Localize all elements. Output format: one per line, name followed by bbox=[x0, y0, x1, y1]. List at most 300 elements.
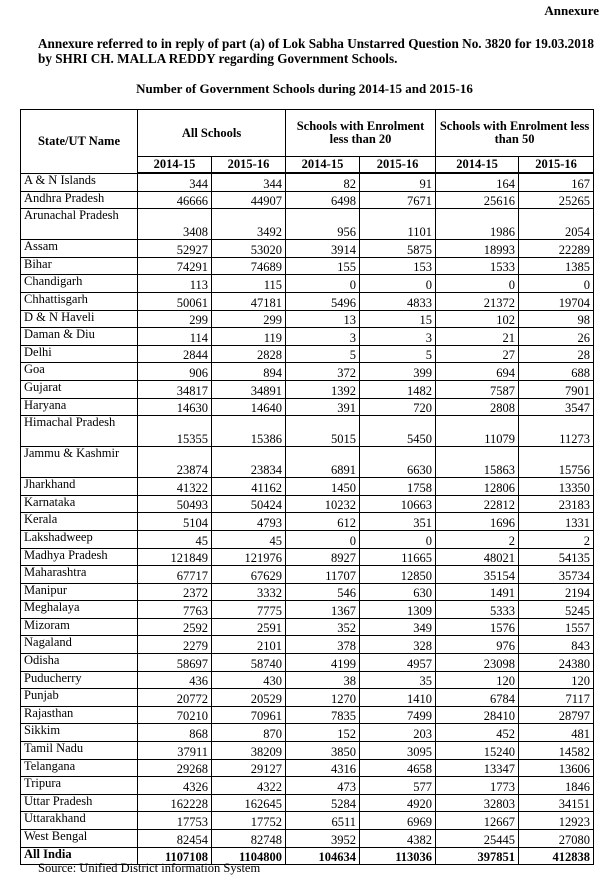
value-cell: 119 bbox=[212, 328, 286, 346]
value-cell: 13606 bbox=[519, 759, 594, 777]
value-cell: 1107108 bbox=[138, 847, 212, 864]
value-cell: 67717 bbox=[138, 566, 212, 584]
table-row bbox=[21, 495, 594, 513]
value-cell: 894 bbox=[212, 363, 286, 381]
value-cell: 1270 bbox=[286, 689, 360, 707]
value-cell: 113 bbox=[138, 275, 212, 293]
state-name-cell: Haryana bbox=[21, 398, 138, 416]
value-cell: 13350 bbox=[519, 478, 594, 496]
table-row bbox=[21, 759, 594, 777]
value-cell: 5875 bbox=[360, 240, 436, 258]
value-cell: 18993 bbox=[436, 240, 519, 258]
state-name-cell: D & N Haveli bbox=[21, 310, 138, 328]
state-name-cell: Bihar bbox=[21, 257, 138, 275]
value-cell: 35154 bbox=[436, 566, 519, 584]
value-cell: 870 bbox=[212, 724, 286, 742]
table-row bbox=[21, 689, 594, 707]
value-cell: 3332 bbox=[212, 583, 286, 601]
value-cell: 3095 bbox=[360, 742, 436, 760]
value-cell: 3 bbox=[286, 328, 360, 346]
value-cell: 546 bbox=[286, 583, 360, 601]
table-row bbox=[21, 530, 594, 548]
value-cell: 328 bbox=[360, 636, 436, 654]
value-cell: 2844 bbox=[138, 345, 212, 363]
table-row bbox=[21, 257, 594, 275]
state-name-cell: West Bengal bbox=[21, 830, 138, 848]
value-cell: 15355 bbox=[138, 416, 212, 447]
value-cell: 2279 bbox=[138, 636, 212, 654]
value-cell: 74291 bbox=[138, 257, 212, 275]
value-cell: 162228 bbox=[138, 794, 212, 812]
value-cell: 152 bbox=[286, 724, 360, 742]
col-header-state: State/UT Name bbox=[21, 110, 138, 174]
value-cell: 27 bbox=[436, 345, 519, 363]
value-cell: 0 bbox=[519, 275, 594, 293]
value-cell: 23834 bbox=[212, 447, 286, 478]
value-cell: 14630 bbox=[138, 398, 212, 416]
value-cell: 19704 bbox=[519, 292, 594, 310]
value-cell: 74689 bbox=[212, 257, 286, 275]
source-note: Source: Unified District information System bbox=[38, 861, 261, 875]
value-cell: 34891 bbox=[212, 380, 286, 398]
value-cell: 412838 bbox=[519, 847, 594, 864]
value-cell: 58697 bbox=[138, 654, 212, 672]
value-cell: 11273 bbox=[519, 416, 594, 447]
table-row bbox=[21, 191, 594, 209]
value-cell: 7499 bbox=[360, 706, 436, 724]
value-cell: 3408 bbox=[138, 209, 212, 240]
table-row bbox=[21, 292, 594, 310]
value-cell: 23874 bbox=[138, 447, 212, 478]
value-cell: 399 bbox=[360, 363, 436, 381]
value-cell: 1450 bbox=[286, 478, 360, 496]
state-name-cell: Tamil Nadu bbox=[21, 742, 138, 760]
value-cell: 391 bbox=[286, 398, 360, 416]
value-cell: 67629 bbox=[212, 566, 286, 584]
value-cell: 7835 bbox=[286, 706, 360, 724]
value-cell: 1491 bbox=[436, 583, 519, 601]
year-header: 2014-15 bbox=[138, 157, 212, 174]
value-cell: 164 bbox=[436, 173, 519, 191]
value-cell: 4833 bbox=[360, 292, 436, 310]
value-cell: 70210 bbox=[138, 706, 212, 724]
value-cell: 720 bbox=[360, 398, 436, 416]
value-cell: 4326 bbox=[138, 777, 212, 795]
table-row bbox=[21, 706, 594, 724]
state-name-cell: Manipur bbox=[21, 583, 138, 601]
group-header-enrolment-lt-20: Schools with Enrolment less than 20 bbox=[286, 110, 436, 157]
table-row bbox=[21, 363, 594, 381]
value-cell: 351 bbox=[360, 513, 436, 531]
value-cell: 27080 bbox=[519, 830, 594, 848]
value-cell: 1104800 bbox=[212, 847, 286, 864]
value-cell: 4957 bbox=[360, 654, 436, 672]
state-name-cell: Maharashtra bbox=[21, 566, 138, 584]
value-cell: 378 bbox=[286, 636, 360, 654]
state-name-cell: Mizoram bbox=[21, 618, 138, 636]
annexure-label: Annexure bbox=[544, 3, 599, 18]
value-cell: 22289 bbox=[519, 240, 594, 258]
value-cell: 24380 bbox=[519, 654, 594, 672]
state-name-cell: Delhi bbox=[21, 345, 138, 363]
state-name-cell: Jharkhand bbox=[21, 478, 138, 496]
state-name-cell: Uttarakhand bbox=[21, 812, 138, 830]
value-cell: 41162 bbox=[212, 478, 286, 496]
value-cell: 32803 bbox=[436, 794, 519, 812]
value-cell: 11079 bbox=[436, 416, 519, 447]
value-cell: 7901 bbox=[519, 380, 594, 398]
value-cell: 4920 bbox=[360, 794, 436, 812]
value-cell: 29268 bbox=[138, 759, 212, 777]
value-cell: 2 bbox=[436, 530, 519, 548]
value-cell: 121849 bbox=[138, 548, 212, 566]
state-name-cell: Telangana bbox=[21, 759, 138, 777]
value-cell: 7763 bbox=[138, 601, 212, 619]
table-row bbox=[21, 671, 594, 689]
year-header: 2014-15 bbox=[286, 157, 360, 174]
table-row bbox=[21, 654, 594, 672]
value-cell: 114 bbox=[138, 328, 212, 346]
year-header: 2015-16 bbox=[212, 157, 286, 174]
value-cell: 372 bbox=[286, 363, 360, 381]
value-cell: 3914 bbox=[286, 240, 360, 258]
table-row bbox=[21, 618, 594, 636]
table-row bbox=[21, 636, 594, 654]
value-cell: 102 bbox=[436, 310, 519, 328]
value-cell: 26 bbox=[519, 328, 594, 346]
schools-table bbox=[20, 109, 594, 865]
value-cell: 5245 bbox=[519, 601, 594, 619]
value-cell: 6784 bbox=[436, 689, 519, 707]
value-cell: 45 bbox=[212, 530, 286, 548]
table-body bbox=[21, 173, 594, 864]
value-cell: 956 bbox=[286, 209, 360, 240]
table-row bbox=[21, 310, 594, 328]
value-cell: 906 bbox=[138, 363, 212, 381]
state-name-cell: Himachal Pradesh bbox=[21, 416, 138, 447]
value-cell: 1392 bbox=[286, 380, 360, 398]
value-cell: 0 bbox=[286, 530, 360, 548]
value-cell: 4658 bbox=[360, 759, 436, 777]
value-cell: 1367 bbox=[286, 601, 360, 619]
state-name-cell: Odisha bbox=[21, 654, 138, 672]
value-cell: 1773 bbox=[436, 777, 519, 795]
value-cell: 1696 bbox=[436, 513, 519, 531]
value-cell: 28797 bbox=[519, 706, 594, 724]
value-cell: 15863 bbox=[436, 447, 519, 478]
value-cell: 2194 bbox=[519, 583, 594, 601]
value-cell: 344 bbox=[212, 173, 286, 191]
state-name-cell: Daman & Diu bbox=[21, 328, 138, 346]
value-cell: 15756 bbox=[519, 447, 594, 478]
table-title: Number of Government Schools during 2014-15 and 2015-16 bbox=[136, 81, 473, 96]
table-row bbox=[21, 275, 594, 293]
value-cell: 22812 bbox=[436, 495, 519, 513]
value-cell: 2101 bbox=[212, 636, 286, 654]
value-cell: 688 bbox=[519, 363, 594, 381]
value-cell: 113036 bbox=[360, 847, 436, 864]
value-cell: 1101 bbox=[360, 209, 436, 240]
value-cell: 120 bbox=[519, 671, 594, 689]
table-row bbox=[21, 345, 594, 363]
value-cell: 2591 bbox=[212, 618, 286, 636]
table-row bbox=[21, 566, 594, 584]
value-cell: 7587 bbox=[436, 380, 519, 398]
value-cell: 82454 bbox=[138, 830, 212, 848]
value-cell: 5104 bbox=[138, 513, 212, 531]
value-cell: 38 bbox=[286, 671, 360, 689]
value-cell: 45 bbox=[138, 530, 212, 548]
value-cell: 13 bbox=[286, 310, 360, 328]
state-name-cell: Karnataka bbox=[21, 495, 138, 513]
table-row bbox=[21, 173, 594, 191]
value-cell: 612 bbox=[286, 513, 360, 531]
value-cell: 82 bbox=[286, 173, 360, 191]
table-row bbox=[21, 601, 594, 619]
table-row bbox=[21, 777, 594, 795]
state-name-cell: Chandigarh bbox=[21, 275, 138, 293]
value-cell: 21 bbox=[436, 328, 519, 346]
value-cell: 8927 bbox=[286, 548, 360, 566]
state-name-cell: Lakshadweep bbox=[21, 530, 138, 548]
value-cell: 25616 bbox=[436, 191, 519, 209]
state-name-cell: Meghalaya bbox=[21, 601, 138, 619]
value-cell: 13347 bbox=[436, 759, 519, 777]
value-cell: 82748 bbox=[212, 830, 286, 848]
state-name-cell: A & N Islands bbox=[21, 173, 138, 191]
value-cell: 0 bbox=[436, 275, 519, 293]
year-header: 2014-15 bbox=[436, 157, 519, 174]
value-cell: 5015 bbox=[286, 416, 360, 447]
state-name-cell: Goa bbox=[21, 363, 138, 381]
value-cell: 17752 bbox=[212, 812, 286, 830]
table-row bbox=[21, 416, 594, 447]
state-name-cell: All India bbox=[21, 847, 138, 864]
value-cell: 203 bbox=[360, 724, 436, 742]
value-cell: 20772 bbox=[138, 689, 212, 707]
table-row bbox=[21, 328, 594, 346]
value-cell: 4382 bbox=[360, 830, 436, 848]
value-cell: 29127 bbox=[212, 759, 286, 777]
value-cell: 44907 bbox=[212, 191, 286, 209]
value-cell: 23098 bbox=[436, 654, 519, 672]
value-cell: 4793 bbox=[212, 513, 286, 531]
value-cell: 50493 bbox=[138, 495, 212, 513]
value-cell: 5333 bbox=[436, 601, 519, 619]
value-cell: 20529 bbox=[212, 689, 286, 707]
value-cell: 7775 bbox=[212, 601, 286, 619]
value-cell: 1986 bbox=[436, 209, 519, 240]
value-cell: 397851 bbox=[436, 847, 519, 864]
value-cell: 299 bbox=[212, 310, 286, 328]
value-cell: 47181 bbox=[212, 292, 286, 310]
table-row bbox=[21, 209, 594, 240]
value-cell: 12667 bbox=[436, 812, 519, 830]
value-cell: 98 bbox=[519, 310, 594, 328]
value-cell: 0 bbox=[286, 275, 360, 293]
value-cell: 1331 bbox=[519, 513, 594, 531]
value-cell: 0 bbox=[360, 275, 436, 293]
value-cell: 577 bbox=[360, 777, 436, 795]
state-name-cell: Jammu & Kashmir bbox=[21, 447, 138, 478]
value-cell: 52927 bbox=[138, 240, 212, 258]
value-cell: 694 bbox=[436, 363, 519, 381]
value-cell: 11665 bbox=[360, 548, 436, 566]
value-cell: 4322 bbox=[212, 777, 286, 795]
value-cell: 2 bbox=[519, 530, 594, 548]
value-cell: 115 bbox=[212, 275, 286, 293]
value-cell: 5450 bbox=[360, 416, 436, 447]
state-name-cell: Rajasthan bbox=[21, 706, 138, 724]
value-cell: 5 bbox=[286, 345, 360, 363]
value-cell: 3492 bbox=[212, 209, 286, 240]
value-cell: 430 bbox=[212, 671, 286, 689]
value-cell: 2808 bbox=[436, 398, 519, 416]
value-cell: 17753 bbox=[138, 812, 212, 830]
value-cell: 2592 bbox=[138, 618, 212, 636]
value-cell: 35 bbox=[360, 671, 436, 689]
state-name-cell: Chhattisgarh bbox=[21, 292, 138, 310]
table-row bbox=[21, 742, 594, 760]
value-cell: 14640 bbox=[212, 398, 286, 416]
value-cell: 5284 bbox=[286, 794, 360, 812]
value-cell: 5 bbox=[360, 345, 436, 363]
intro-paragraph: Annexure referred to in reply of part (a) of Lok Sabha Unstarred Question No. 3820 for 19.03.2018 by SHRI CH. MALLA REDDY regarding Government Schools. bbox=[38, 36, 594, 66]
value-cell: 104634 bbox=[286, 847, 360, 864]
value-cell: 91 bbox=[360, 173, 436, 191]
table-row bbox=[21, 724, 594, 742]
value-cell: 2054 bbox=[519, 209, 594, 240]
state-name-cell: Punjab bbox=[21, 689, 138, 707]
value-cell: 70961 bbox=[212, 706, 286, 724]
group-header-all-schools: All Schools bbox=[138, 110, 286, 157]
value-cell: 630 bbox=[360, 583, 436, 601]
state-name-cell: Kerala bbox=[21, 513, 138, 531]
value-cell: 50061 bbox=[138, 292, 212, 310]
value-cell: 28410 bbox=[436, 706, 519, 724]
state-name-cell: Gujarat bbox=[21, 380, 138, 398]
state-name-cell: Tripura bbox=[21, 777, 138, 795]
table-row bbox=[21, 513, 594, 531]
value-cell: 53020 bbox=[212, 240, 286, 258]
table-row bbox=[21, 240, 594, 258]
state-name-cell: Sikkim bbox=[21, 724, 138, 742]
value-cell: 10232 bbox=[286, 495, 360, 513]
value-cell: 34151 bbox=[519, 794, 594, 812]
value-cell: 153 bbox=[360, 257, 436, 275]
value-cell: 352 bbox=[286, 618, 360, 636]
value-cell: 121976 bbox=[212, 548, 286, 566]
value-cell: 28 bbox=[519, 345, 594, 363]
state-name-cell: Uttar Pradesh bbox=[21, 794, 138, 812]
state-name-cell: Puducherry bbox=[21, 671, 138, 689]
value-cell: 2828 bbox=[212, 345, 286, 363]
value-cell: 1557 bbox=[519, 618, 594, 636]
value-cell: 6891 bbox=[286, 447, 360, 478]
value-cell: 436 bbox=[138, 671, 212, 689]
value-cell: 25445 bbox=[436, 830, 519, 848]
value-cell: 41322 bbox=[138, 478, 212, 496]
value-cell: 976 bbox=[436, 636, 519, 654]
state-name-cell: Andhra Pradesh bbox=[21, 191, 138, 209]
year-header: 2015-16 bbox=[519, 157, 594, 174]
value-cell: 481 bbox=[519, 724, 594, 742]
value-cell: 15386 bbox=[212, 416, 286, 447]
value-cell: 0 bbox=[360, 530, 436, 548]
value-cell: 167 bbox=[519, 173, 594, 191]
value-cell: 868 bbox=[138, 724, 212, 742]
group-header-enrolment-lt-50: Schools with Enrolment less than 50 bbox=[436, 110, 594, 157]
table-row bbox=[21, 380, 594, 398]
table-row bbox=[21, 794, 594, 812]
value-cell: 3952 bbox=[286, 830, 360, 848]
value-cell: 38209 bbox=[212, 742, 286, 760]
value-cell: 23183 bbox=[519, 495, 594, 513]
table-row bbox=[21, 812, 594, 830]
value-cell: 1533 bbox=[436, 257, 519, 275]
value-cell: 15240 bbox=[436, 742, 519, 760]
value-cell: 2372 bbox=[138, 583, 212, 601]
value-cell: 1846 bbox=[519, 777, 594, 795]
value-cell: 4316 bbox=[286, 759, 360, 777]
value-cell: 6969 bbox=[360, 812, 436, 830]
value-cell: 843 bbox=[519, 636, 594, 654]
value-cell: 11707 bbox=[286, 566, 360, 584]
state-name-cell: Madhya Pradesh bbox=[21, 548, 138, 566]
value-cell: 120 bbox=[436, 671, 519, 689]
table-row bbox=[21, 398, 594, 416]
value-cell: 15 bbox=[360, 310, 436, 328]
value-cell: 3 bbox=[360, 328, 436, 346]
table-row bbox=[21, 830, 594, 848]
value-cell: 7671 bbox=[360, 191, 436, 209]
value-cell: 1576 bbox=[436, 618, 519, 636]
value-cell: 1758 bbox=[360, 478, 436, 496]
value-cell: 1309 bbox=[360, 601, 436, 619]
value-cell: 4199 bbox=[286, 654, 360, 672]
value-cell: 3850 bbox=[286, 742, 360, 760]
state-name-cell: Nagaland bbox=[21, 636, 138, 654]
value-cell: 54135 bbox=[519, 548, 594, 566]
value-cell: 162645 bbox=[212, 794, 286, 812]
value-cell: 12923 bbox=[519, 812, 594, 830]
value-cell: 10663 bbox=[360, 495, 436, 513]
table-row bbox=[21, 548, 594, 566]
value-cell: 6630 bbox=[360, 447, 436, 478]
value-cell: 3547 bbox=[519, 398, 594, 416]
value-cell: 37911 bbox=[138, 742, 212, 760]
value-cell: 155 bbox=[286, 257, 360, 275]
value-cell: 34817 bbox=[138, 380, 212, 398]
value-cell: 344 bbox=[138, 173, 212, 191]
value-cell: 7117 bbox=[519, 689, 594, 707]
value-cell: 452 bbox=[436, 724, 519, 742]
value-cell: 299 bbox=[138, 310, 212, 328]
value-cell: 48021 bbox=[436, 548, 519, 566]
value-cell: 12850 bbox=[360, 566, 436, 584]
value-cell: 12806 bbox=[436, 478, 519, 496]
value-cell: 349 bbox=[360, 618, 436, 636]
value-cell: 6511 bbox=[286, 812, 360, 830]
value-cell: 473 bbox=[286, 777, 360, 795]
value-cell: 50424 bbox=[212, 495, 286, 513]
value-cell: 58740 bbox=[212, 654, 286, 672]
value-cell: 5496 bbox=[286, 292, 360, 310]
value-cell: 46666 bbox=[138, 191, 212, 209]
value-cell: 1410 bbox=[360, 689, 436, 707]
table-row bbox=[21, 478, 594, 496]
value-cell: 25265 bbox=[519, 191, 594, 209]
